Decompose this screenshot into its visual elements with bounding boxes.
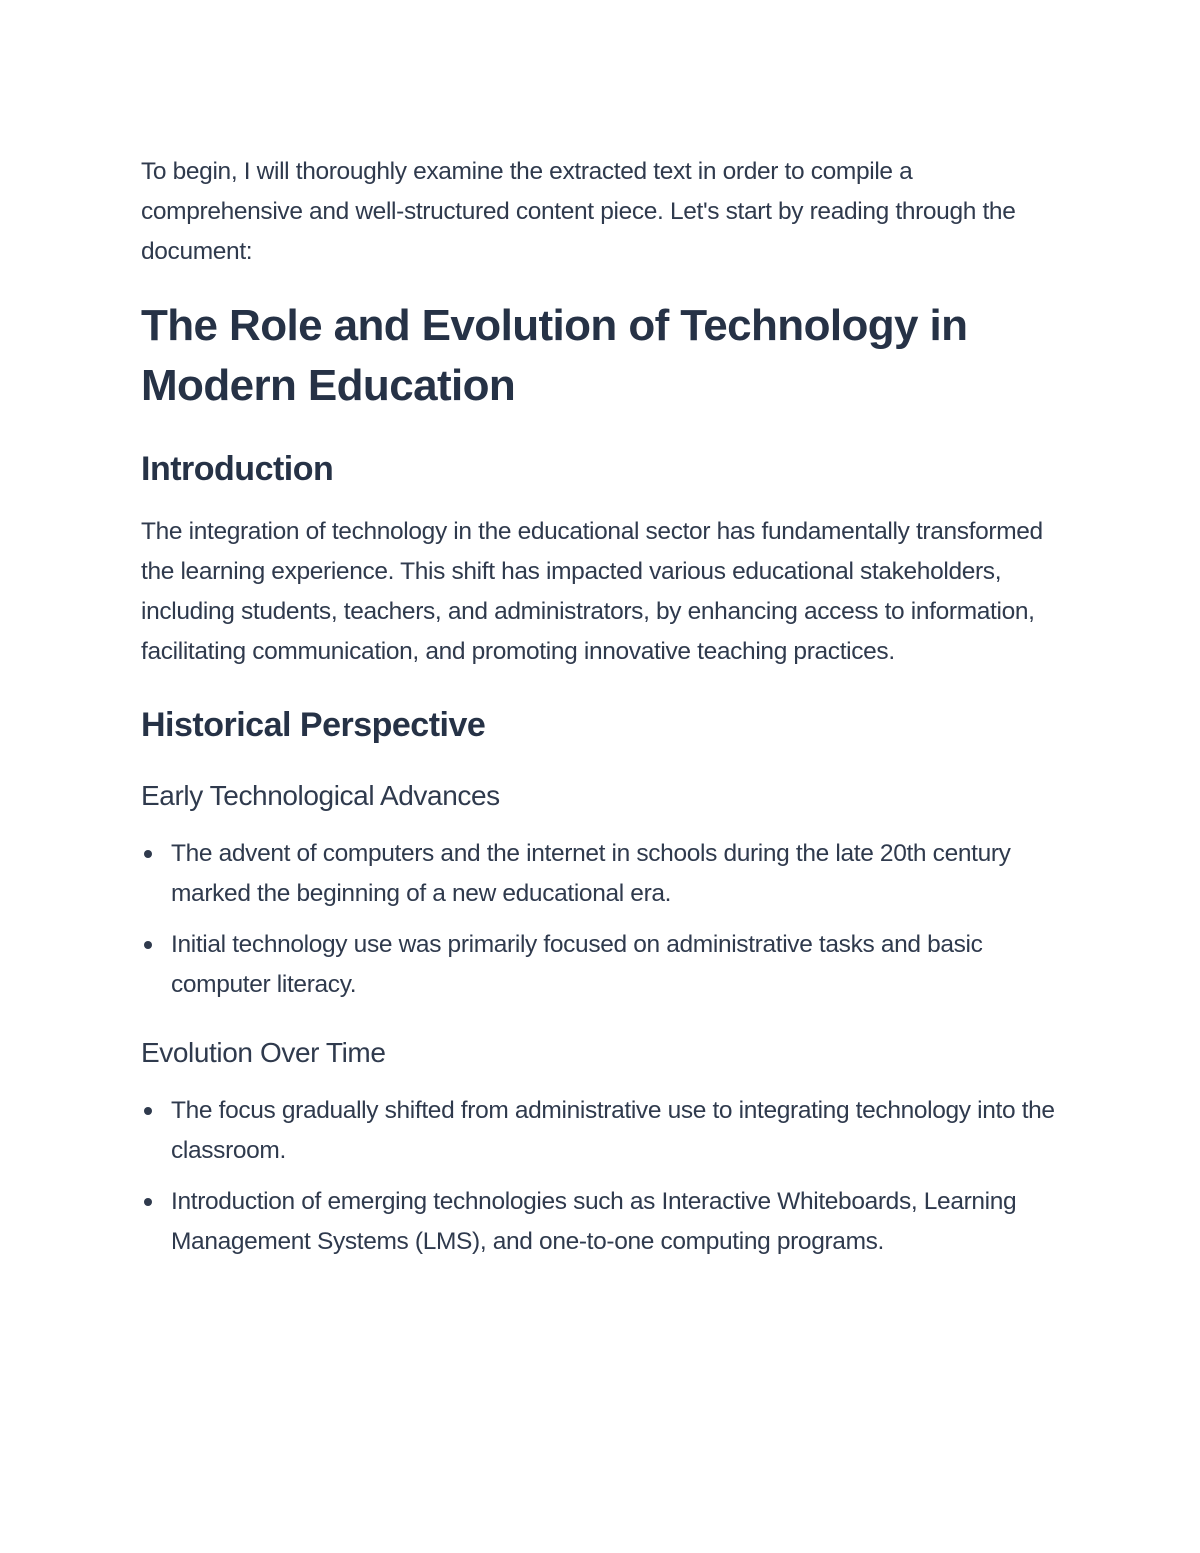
bullet-icon	[144, 850, 152, 858]
document-page	[141, 152, 1071, 1273]
intro-note: To begin, I will thoroughly examine the extracted text in order to compile a comprehensive and well-structured content piece. Let's start by reading through the document:	[141, 158, 1016, 265]
heading-evolution-over-time: Evolution Over Time	[141, 1037, 386, 1068]
list-item-text: Introduction of emerging technologies such as Interactive Whiteboards, Learning Management Systems (LMS), and one-to-one computing programs.	[171, 1188, 1017, 1255]
evolution-list	[141, 1091, 1071, 1262]
early-advances-list	[141, 834, 1071, 1005]
list-item-text: The focus gradually shifted from administrative use to integrating technology into the classroom.	[171, 1097, 1055, 1164]
list-item	[141, 925, 1071, 1005]
list-item-text: The advent of computers and the internet in schools during the late 20th century marked the beginning of a new educational era.	[171, 840, 1011, 907]
list-item	[141, 1091, 1071, 1171]
document-title: The Role and Evolution of Technology in Modern Education	[141, 301, 968, 410]
bullet-icon	[144, 1107, 152, 1115]
heading-early-technological-advances: Early Technological Advances	[141, 780, 500, 811]
bullet-icon	[144, 1198, 152, 1206]
list-item	[141, 1182, 1071, 1262]
bullet-icon	[144, 941, 152, 949]
list-item	[141, 834, 1071, 914]
heading-historical-perspective: Historical Perspective	[141, 706, 486, 744]
introduction-paragraph: The integration of technology in the educational sector has fundamentally transformed the learning experience. This shift has impacted various educational stakeholders, including students, teachers, and administrators, by enhancing access to information, facilitating communication, and promoting innovative teaching practices.	[141, 518, 1043, 665]
list-item-text: Initial technology use was primarily focused on administrative tasks and basic computer literacy.	[171, 931, 983, 998]
heading-introduction: Introduction	[141, 450, 334, 488]
